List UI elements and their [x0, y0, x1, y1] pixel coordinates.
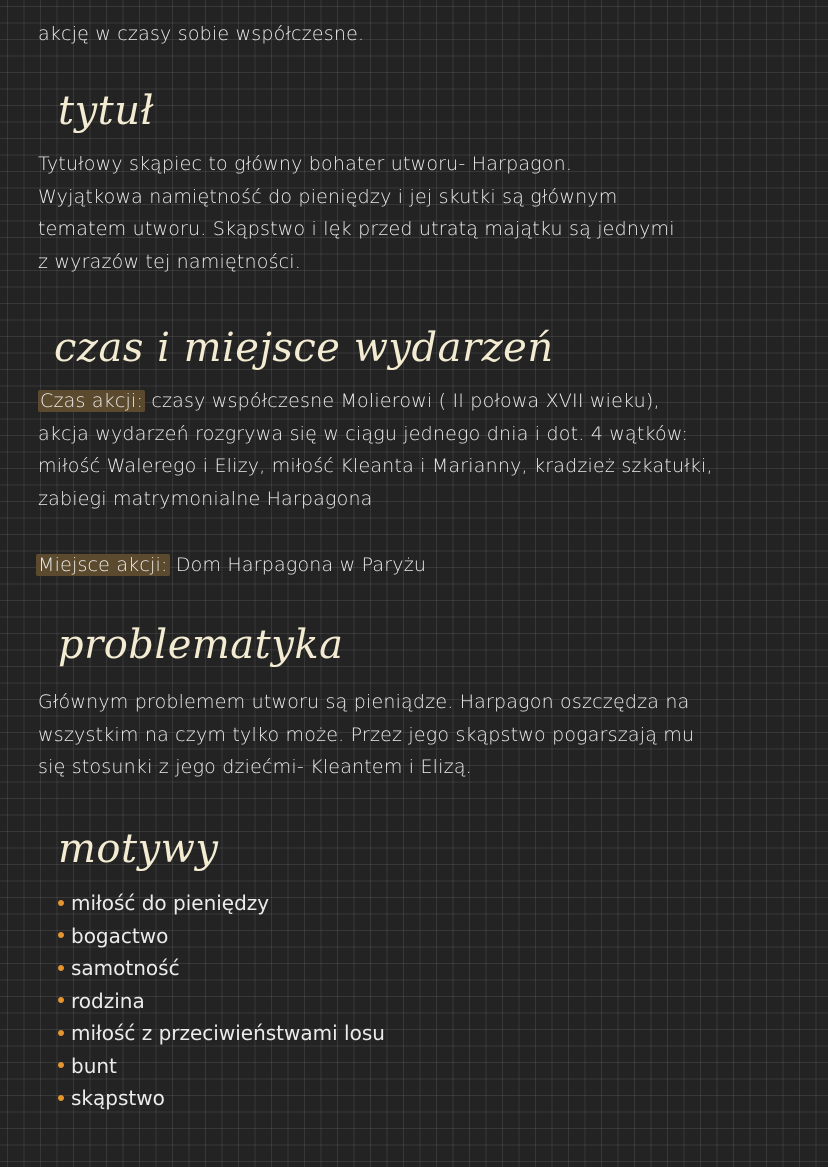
text-line: zabiegi matrymonialne Harpagona: [38, 487, 373, 510]
place-label-highlight: Miejsce akcji:: [38, 554, 168, 576]
time-value: czasy współczesne Molierowi ( II połowa XVII wieku),: [145, 390, 660, 412]
list-item: skąpstwo: [58, 1082, 385, 1115]
heading-time-place: czas i miejsce wydarzeń: [54, 325, 554, 371]
text-line: miłość Walerego i Elizy, miłość Kleanta i Marianny, kradzież szkatułki,: [38, 455, 713, 477]
bullet-icon: [58, 932, 64, 938]
list-item: miłość do pieniędzy: [58, 887, 385, 920]
text-line: tematem utworu. Skąpstwo i lęk przed utratą majątku są jednymi: [38, 218, 675, 240]
text-line: Wyjątkowa namiętność do pieniędzy i jej skutki są głównym: [38, 185, 618, 208]
text-line: [38, 385, 713, 418]
motifs-list: [58, 887, 385, 1115]
list-item: bogactwo: [58, 920, 385, 953]
time-paragraph: [38, 385, 713, 515]
place-value: Dom Harpagona w Paryżu: [169, 554, 427, 576]
place-line: [36, 549, 426, 582]
bullet-icon: [58, 1062, 64, 1068]
list-item: miłość z przeciwieństwami losu: [58, 1017, 385, 1050]
list-item: bunt: [58, 1050, 385, 1083]
text-line: Głównym problemem utworu są pieniądze. Harpagon oszczędza na: [38, 691, 690, 713]
bullet-icon: [58, 900, 64, 906]
text-line: z wyrazów tej namiętności.: [38, 250, 302, 273]
problems-paragraph: [38, 686, 694, 784]
list-item: samotność: [58, 952, 385, 985]
heading-problems: problematyka: [58, 622, 344, 668]
text-line: się stosunki z jego dziećmi- Kleantem i Elizą.: [38, 756, 472, 778]
title-paragraph: [38, 148, 675, 278]
bullet-icon: [58, 965, 64, 971]
heading-motifs: motywy: [58, 826, 219, 872]
heading-title: tytuł: [58, 88, 154, 134]
bullet-icon: [58, 1095, 64, 1101]
list-item: rodzina: [58, 985, 385, 1018]
bullet-icon: [58, 1030, 64, 1036]
bullet-icon: [58, 997, 64, 1003]
time-label-highlight: Czas akcji:: [40, 390, 144, 412]
text-line: akcja wydarzeń rozgrywa się w ciągu jednego dnia i dot. 4 wątków:: [38, 422, 689, 445]
intro-continuation: akcję w czasy sobie współczesne.: [38, 23, 365, 45]
text-line: Tytułowy skąpiec to główny bohater utworu- Harpagon.: [38, 153, 573, 175]
text-line: wszystkim na czym tylko może. Przez jego skąpstwo pogarszają mu: [38, 723, 695, 746]
